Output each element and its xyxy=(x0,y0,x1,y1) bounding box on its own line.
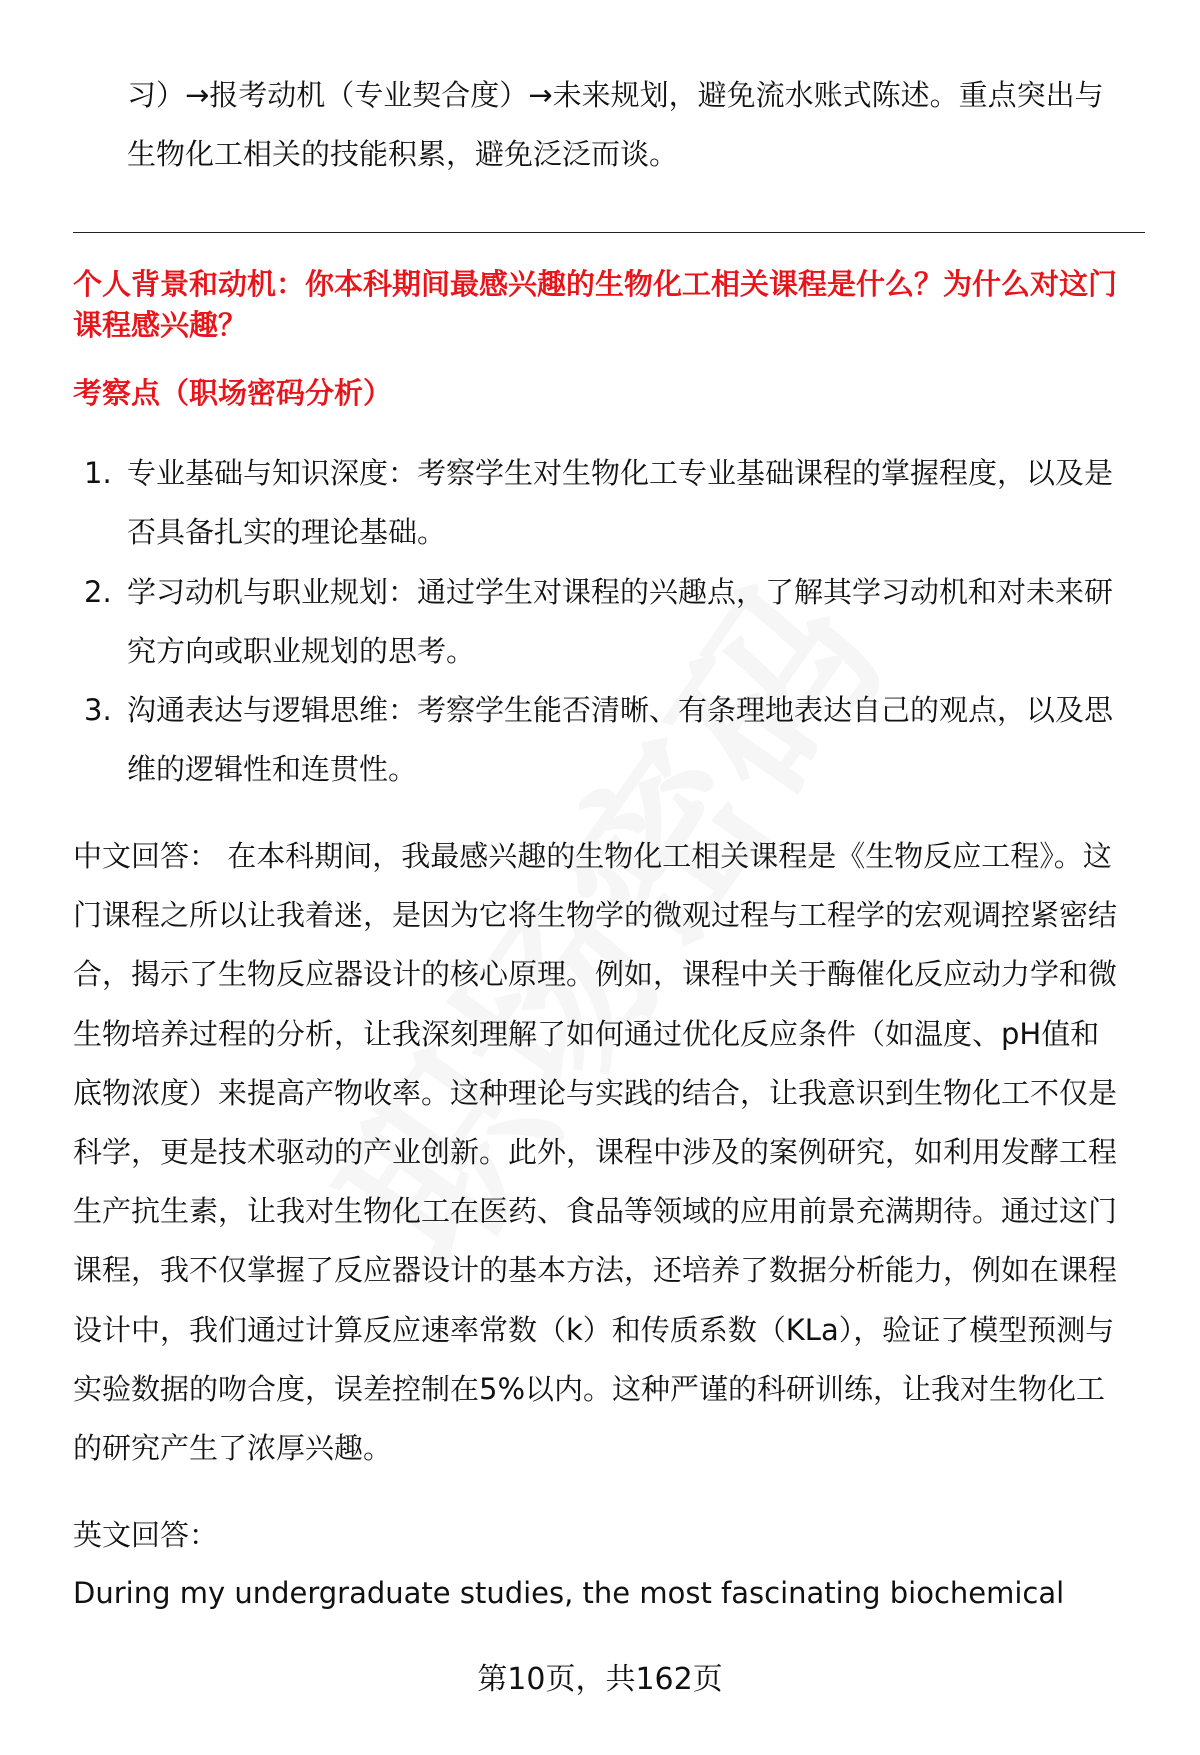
list-number: 1. xyxy=(84,456,112,490)
question-line: 课程感兴趣？ xyxy=(73,308,248,342)
page-footer: 第10页，共162页 xyxy=(477,1662,723,1697)
list-item-line: 维的逻辑性和连贯性。 xyxy=(127,752,418,786)
chinese-answer-line: 的研究产生了浓厚兴趣。 xyxy=(73,1431,393,1465)
question-line: 个人背景和动机：你本科期间最感兴趣的生物化工相关课程是什么？为什么对这门 xyxy=(73,267,1118,301)
chinese-answer-line: 实验数据的吻合度，误差控制在5%以内。这种严谨的科研训练，让我对生物化工 xyxy=(73,1371,1106,1406)
intro-line: 生物化工相关的技能积累，避免泛泛而谈。 xyxy=(127,137,679,171)
chinese-answer-line: 科学，更是技术驱动的产业创新。此外，课程中涉及的案例研究，如利用发酵工程 xyxy=(73,1135,1118,1169)
chinese-answer-line: 生产抗生素，让我对生物化工在医药、食品等领域的应用前景充满期待。通过这门 xyxy=(73,1194,1118,1229)
chinese-answer-line: 课程，我不仅掌握了反应器设计的基本方法，还培养了数据分析能力，例如在课程 xyxy=(73,1253,1118,1288)
english-answer-line: During my undergraduate studies, the most fascinating biochemical xyxy=(73,1576,1065,1610)
chinese-answer-line: 设计中，我们通过计算反应速率常数（k）和传质系数（KLa），验证了模型预测与 xyxy=(73,1312,1115,1347)
points-heading: 考察点（职场密码分析） xyxy=(73,376,393,410)
chinese-answer-line: 生物培养过程的分析，让我深刻理解了如何通过优化反应条件（如温度、pH值和 xyxy=(73,1016,1100,1051)
chinese-answer-line: 中文回答： 在本科期间，我最感兴趣的生物化工相关课程是《生物反应工程》。这 xyxy=(73,839,1112,873)
divider xyxy=(73,232,1145,233)
list-item-line: 沟通表达与逻辑思维：考察学生能否清晰、有条理地表达自己的观点，以及思 xyxy=(127,693,1114,727)
list-number: 3. xyxy=(84,693,112,727)
chinese-answer-line: 底物浓度）来提高产物收率。这种理论与实践的结合，让我意识到生物化工不仅是 xyxy=(73,1075,1118,1110)
english-answer-label: 英文回答： xyxy=(73,1518,219,1552)
list-item-line: 否具备扎实的理论基础。 xyxy=(127,515,447,549)
chinese-answer-line: 合，揭示了生物反应器设计的核心原理。例如，课程中关于酶催化反应动力学和微 xyxy=(73,957,1118,992)
intro-line: 习）→报考动机（专业契合度）→未来规划，避免流水账式陈述。重点突出与 xyxy=(127,78,1104,112)
list-item-line: 究方向或职业规划的思考。 xyxy=(127,634,476,668)
list-item-line: 学习动机与职业规划：通过学生对课程的兴趣点，了解其学习动机和对未来研 xyxy=(127,575,1114,609)
list-number: 2. xyxy=(84,575,112,609)
chinese-answer-line: 门课程之所以让我着迷，是因为它将生物学的微观过程与工程学的宏观调控紧密结 xyxy=(73,898,1118,933)
list-item-line: 专业基础与知识深度：考察学生对生物化工专业基础课程的掌握程度，以及是 xyxy=(127,456,1114,490)
